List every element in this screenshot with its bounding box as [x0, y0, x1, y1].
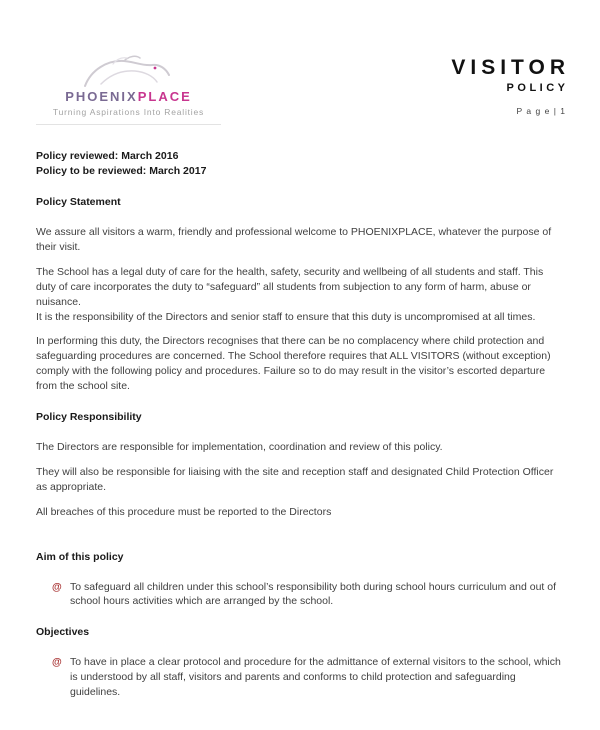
document-title: VISITOR [451, 56, 570, 79]
title-block [451, 52, 570, 117]
heading-policy-statement: Policy Statement [36, 196, 121, 209]
objectives-bullet-text: To have in place a clear protocol and procedure for the admittance of external visitors to the school, which is understood by all staff, visitors and parents and conforms to child protection and safeguarding guidelines. [70, 656, 561, 699]
brand-name-secondary: PLACE [137, 89, 192, 104]
document-subtitle: POLICY [506, 82, 569, 95]
heading-policy-responsibility: Policy Responsibility [36, 411, 142, 424]
document-body [36, 149, 565, 700]
brand-tagline: Turning Aspirations Into Realities [52, 107, 205, 118]
policy-responsibility-paragraph-3: All breaches of this procedure must be reported to the Directors [36, 505, 332, 518]
policy-statement-paragraph-group [36, 265, 565, 325]
brand-logo [36, 52, 221, 125]
policy-responsibility-paragraph-2: They will also be responsible for liaising with the site and reception staff and designated Child Protection Officer as appropriate. [36, 465, 554, 493]
policy-responsibility-paragraph-1: The Directors are responsible for implementation, coordination and review of this policy. [36, 440, 443, 453]
policy-to-be-reviewed-line: Policy to be reviewed: March 2017 [36, 165, 207, 178]
heading-aim-of-this-policy: Aim of this policy [36, 550, 124, 563]
policy-statement-paragraph-1: We assure all visitors a warm, friendly and professional welcome to PHOENIXPLACE, whatever the purpose of their visit. [36, 226, 552, 253]
bullet-icon: @ [52, 657, 62, 669]
policy-reviewed-line: Policy reviewed: March 2016 [36, 150, 179, 163]
horse-sketch-icon [69, 52, 189, 92]
page-number-label: P a g e | 1 [516, 106, 566, 117]
policy-statement-paragraph-2: The School has a legal duty of care for the health, safety, security and wellbeing of all students and staff. This duty of care incorporates the duty to “safeguard” all students from subjection to any form of harm, abuse or nuisance. [36, 265, 544, 308]
policy-statement-paragraph-4: In performing this duty, the Directors recognises that there can be no complacency where child protection and safeguarding procedures are concerned. The School therefore requires that ALL VISITORS (without exception) comply with the following policy and procedures. Failure so to do may result in the visitor’s escorted departure from the school site. [36, 335, 551, 393]
aim-bullet-text: To safeguard all children under this school’s responsibility both during school hours curriculum and out of school hours activities which are arranged by the school. [70, 580, 556, 608]
objectives-bullet-item [52, 655, 565, 700]
aim-bullet-item [52, 580, 565, 610]
heading-objectives: Objectives [36, 626, 90, 639]
document-header [36, 52, 570, 125]
brand-name [65, 90, 192, 104]
policy-statement-paragraph-3: It is the responsibility of the Directors and senior staff to ensure that this duty is uncompromised at all times. [36, 310, 536, 323]
brand-name-primary: PHOENIX [65, 89, 138, 104]
bullet-icon: @ [52, 581, 62, 593]
